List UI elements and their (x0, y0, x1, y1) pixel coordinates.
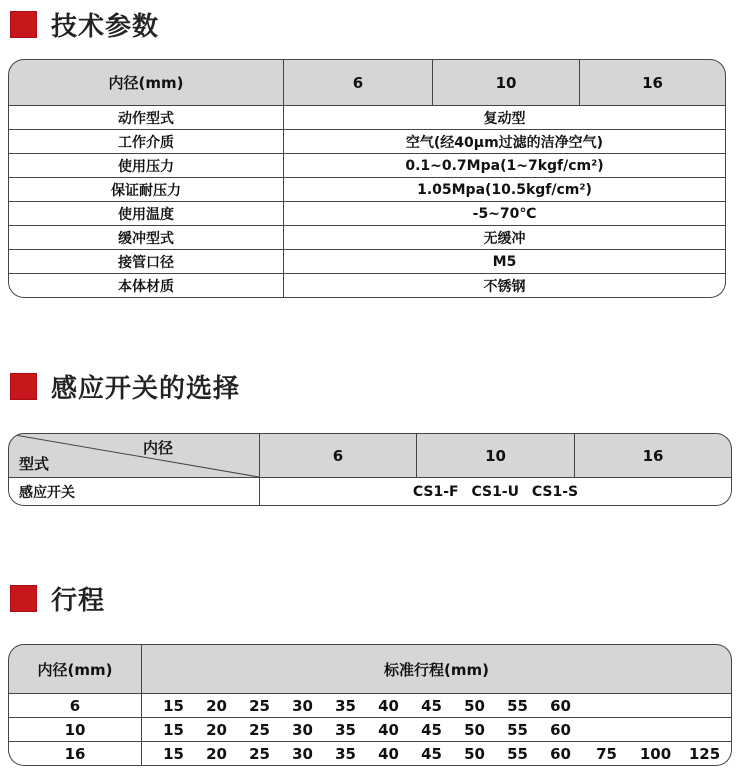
stroke-value: 60 (550, 744, 571, 763)
stroke-value: 60 (550, 720, 571, 739)
stroke-row-bore: 6 (8, 694, 142, 718)
stroke-row-bore: 10 (8, 718, 142, 742)
spec-row-label: 动作型式 (8, 106, 284, 130)
stroke-value: 45 (421, 696, 442, 715)
section-marker (10, 373, 37, 400)
section-title-stroke: 行程 (51, 585, 106, 616)
stroke-header-bore: 内径(mm) (8, 644, 142, 694)
switch-header-row (8, 433, 732, 478)
spec-table (8, 59, 726, 298)
stroke-value: 50 (464, 696, 485, 715)
stroke-value: 20 (206, 720, 227, 739)
section-stroke (10, 580, 105, 616)
spec-row (8, 202, 726, 226)
stroke-table (8, 644, 732, 766)
spec-row-value: M5 (284, 250, 726, 274)
switch-model: CS1-F (412, 483, 459, 500)
section-title-spec: 技术参数 (51, 11, 160, 42)
spec-row-label: 缓冲型式 (8, 226, 284, 250)
spec-row-value: 复动型 (284, 106, 726, 130)
spec-row-value: -5~70℃ (284, 202, 726, 226)
spec-row-value: 不锈钢 (284, 274, 726, 298)
stroke-value: 30 (292, 696, 313, 715)
spec-bore: 6 (284, 59, 433, 106)
stroke-value: 45 (421, 720, 442, 739)
stroke-value: 55 (507, 744, 528, 763)
spec-bore: 10 (433, 59, 580, 106)
spec-row-value: 无缓冲 (284, 226, 726, 250)
switch-table (8, 433, 732, 506)
switch-row-label: 感应开关 (8, 478, 260, 506)
switch-row (8, 478, 732, 506)
stroke-row (8, 694, 732, 718)
stroke-values (142, 694, 732, 718)
spec-row (8, 154, 726, 178)
spec-row-label: 使用压力 (8, 154, 284, 178)
stroke-value: 20 (206, 744, 227, 763)
section-marker (10, 585, 37, 612)
spec-row (8, 226, 726, 250)
stroke-value: 75 (596, 744, 617, 763)
stroke-values (142, 718, 732, 742)
stroke-value: 15 (163, 720, 184, 739)
stroke-value: 100 (639, 744, 672, 763)
spec-header-row (8, 59, 726, 106)
spec-row-value: 1.05Mpa(10.5kgf/cm²) (284, 178, 726, 202)
spec-row-value: 0.1~0.7Mpa(1~7kgf/cm²) (284, 154, 726, 178)
stroke-header-stroke: 标准行程(mm) (142, 644, 732, 694)
spec-row (8, 106, 726, 130)
spec-row (8, 178, 726, 202)
stroke-row-bore: 16 (8, 742, 142, 766)
spec-row (8, 250, 726, 274)
stroke-value: 30 (292, 720, 313, 739)
stroke-value: 25 (249, 720, 270, 739)
section-title-switch: 感应开关的选择 (51, 373, 241, 404)
corner-type-label: 型式 (19, 455, 50, 473)
switch-model: CS1-S (531, 483, 579, 500)
stroke-value: 20 (206, 696, 227, 715)
spec-row-label: 接管口径 (8, 250, 284, 274)
stroke-value: 35 (335, 720, 356, 739)
stroke-value: 50 (464, 744, 485, 763)
switch-model: CS1-U (471, 483, 519, 500)
stroke-value: 55 (507, 720, 528, 739)
stroke-value: 25 (249, 744, 270, 763)
spec-bore: 16 (580, 59, 726, 106)
spec-row-label: 工作介质 (8, 130, 284, 154)
spec-row-label: 使用温度 (8, 202, 284, 226)
spec-row-label: 保证耐压力 (8, 178, 284, 202)
switch-bore: 10 (417, 433, 575, 478)
switch-bore: 6 (260, 433, 417, 478)
stroke-value: 45 (421, 744, 442, 763)
section-marker (10, 11, 37, 38)
stroke-value: 25 (249, 696, 270, 715)
stroke-value: 60 (550, 696, 571, 715)
stroke-value: 40 (378, 744, 399, 763)
stroke-value: 35 (335, 744, 356, 763)
diagonal-header-cell (8, 433, 260, 478)
stroke-value: 15 (163, 744, 184, 763)
spec-row (8, 274, 726, 298)
stroke-row (8, 718, 732, 742)
stroke-row (8, 742, 732, 766)
switch-bore: 16 (575, 433, 732, 478)
stroke-value: 125 (688, 744, 721, 763)
section-spec (10, 6, 159, 42)
stroke-value: 30 (292, 744, 313, 763)
stroke-value: 55 (507, 696, 528, 715)
corner-bore-label: 内径 (142, 439, 173, 457)
switch-models (260, 478, 732, 506)
spec-row-value: 空气(经40μm过滤的洁净空气) (284, 130, 726, 154)
stroke-header-row (8, 644, 732, 694)
stroke-values (142, 742, 732, 766)
stroke-value: 15 (163, 696, 184, 715)
section-switch (10, 368, 240, 404)
spec-header-label: 内径(mm) (8, 59, 284, 106)
stroke-value: 40 (378, 696, 399, 715)
stroke-value: 50 (464, 720, 485, 739)
stroke-value: 35 (335, 696, 356, 715)
spec-row (8, 130, 726, 154)
spec-row-label: 本体材质 (8, 274, 284, 298)
stroke-value: 40 (378, 720, 399, 739)
